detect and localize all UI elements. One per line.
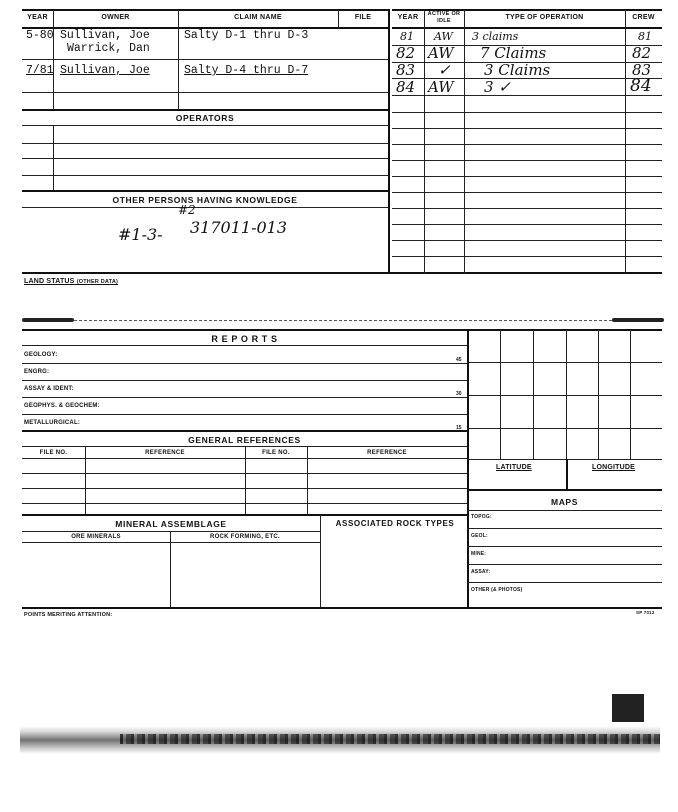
reports-title: R E P O R T S <box>211 334 278 344</box>
rock-forming-header: ROCK FORMING, ETC. <box>209 534 281 540</box>
activity-row-4-active: AW <box>428 78 454 96</box>
activity-header-year: YEAR <box>397 14 419 21</box>
activity-row-2-year: 82 <box>396 44 416 62</box>
ref-col-reference-2: REFERENCE <box>367 450 407 456</box>
activity-row-4-type: 3 ✓ <box>484 78 511 96</box>
activity-row-2-active: AW <box>428 44 454 62</box>
handwritten-reference-2: 317011-013 <box>190 218 288 237</box>
ore-minerals-header: ORE MINERALS <box>71 534 121 540</box>
scan-smudge-square <box>612 694 644 722</box>
activity-row-2-crew: 82 <box>632 44 652 62</box>
longitude-label: LONGITUDE <box>592 464 636 471</box>
maps-assay: ASSAY: <box>471 569 491 575</box>
land-status-title: LAND STATUS <box>24 278 75 285</box>
ref-col-file-no-1: FILE NO. <box>39 450 68 456</box>
scan-smudge-band-dark <box>120 734 660 744</box>
activity-row-3-crew: 83 <box>632 61 652 79</box>
operators-title: OPERATORS <box>175 113 235 123</box>
maps-title: MAPS <box>551 497 578 507</box>
activity-row-1-crew: 81 <box>638 30 652 43</box>
activity-row-3-active: ✓ <box>438 61 451 79</box>
handwritten-note-hash: #2 <box>178 203 196 217</box>
maps-geol: GEOL: <box>471 533 488 539</box>
latitude-label: LATITUDE <box>496 464 532 471</box>
report-engrg: ENGRG: <box>24 369 50 375</box>
report-metallurgical: METALLURGICAL: <box>24 420 81 426</box>
report-assay: ASSAY & IDENT: <box>24 386 74 392</box>
activity-row-1-year: 81 <box>400 30 414 43</box>
points-meriting-attention: POINTS MERITING ATTENTION: <box>24 612 113 618</box>
maps-mine: MINE: <box>471 551 487 557</box>
activity-row-4-crew: 84 <box>630 76 652 96</box>
claim-row-1-owner2: Warrick, Dan <box>67 42 150 55</box>
claim-row-1-name: Salty D-1 thru D-3 <box>184 29 309 42</box>
activity-header-crew: CREW <box>632 14 655 21</box>
ref-col-file-no-2: FILE NO. <box>262 450 290 456</box>
activity-header-active: ACTIVE OR IDLE <box>427 11 461 24</box>
report-metallurgical-num: 15 <box>456 425 462 431</box>
ref-col-reference-1: REFERENCE <box>145 450 185 456</box>
maps-other: OTHER (& PHOTOS) <box>471 587 523 593</box>
other-persons-title: OTHER PERSONS HAVING KNOWLEDGE <box>112 195 298 205</box>
report-geology-num: 45 <box>456 357 462 363</box>
report-geology: GEOLOGY: <box>24 352 58 358</box>
activity-row-2-type: 7 Claims <box>480 44 547 62</box>
associated-rock-types: ASSOCIATED ROCK TYPES <box>335 519 455 528</box>
general-references-title: GENERAL REFERENCES <box>188 435 301 445</box>
claim-row-1-owner: Sullivan, Joe <box>60 29 150 42</box>
land-status-label <box>24 278 118 285</box>
report-assay-num: 30 <box>456 391 462 397</box>
claim-row-2-year: 7/81 <box>26 64 54 77</box>
activity-row-4-year: 84 <box>396 78 416 96</box>
claim-row-1-year: 5-80 <box>26 29 54 42</box>
mineral-assemblage-title: MINERAL ASSEMBLAGE <box>115 519 227 529</box>
maps-topog: TOPOG: <box>471 514 492 520</box>
header-file: FILE <box>354 14 372 21</box>
header-owner: OWNER <box>101 14 130 21</box>
claim-row-2-name: Salty D-4 thru D-7 <box>184 64 309 77</box>
land-status-sub: (OTHER DATA) <box>76 279 119 285</box>
header-year: YEAR <box>27 14 48 21</box>
form-code: SP 7012 <box>636 610 655 615</box>
scan-mark-right <box>612 318 664 322</box>
activity-header-type: TYPE OF OPERATION <box>505 14 584 21</box>
activity-row-3-year: 83 <box>396 61 416 79</box>
header-claim-name: CLAIM NAME <box>234 14 282 21</box>
activity-row-1-active: AW <box>434 30 453 43</box>
scan-mark-left <box>22 318 74 322</box>
claim-row-2-owner: Sullivan, Joe <box>60 64 150 77</box>
activity-row-3-type: 3 Claims <box>484 61 551 79</box>
handwritten-reference-1: #1-3- <box>118 225 163 244</box>
activity-row-1-type: 3 claims <box>472 30 519 43</box>
report-geophys: GEOPHYS. & GEOCHEM: <box>24 403 100 409</box>
